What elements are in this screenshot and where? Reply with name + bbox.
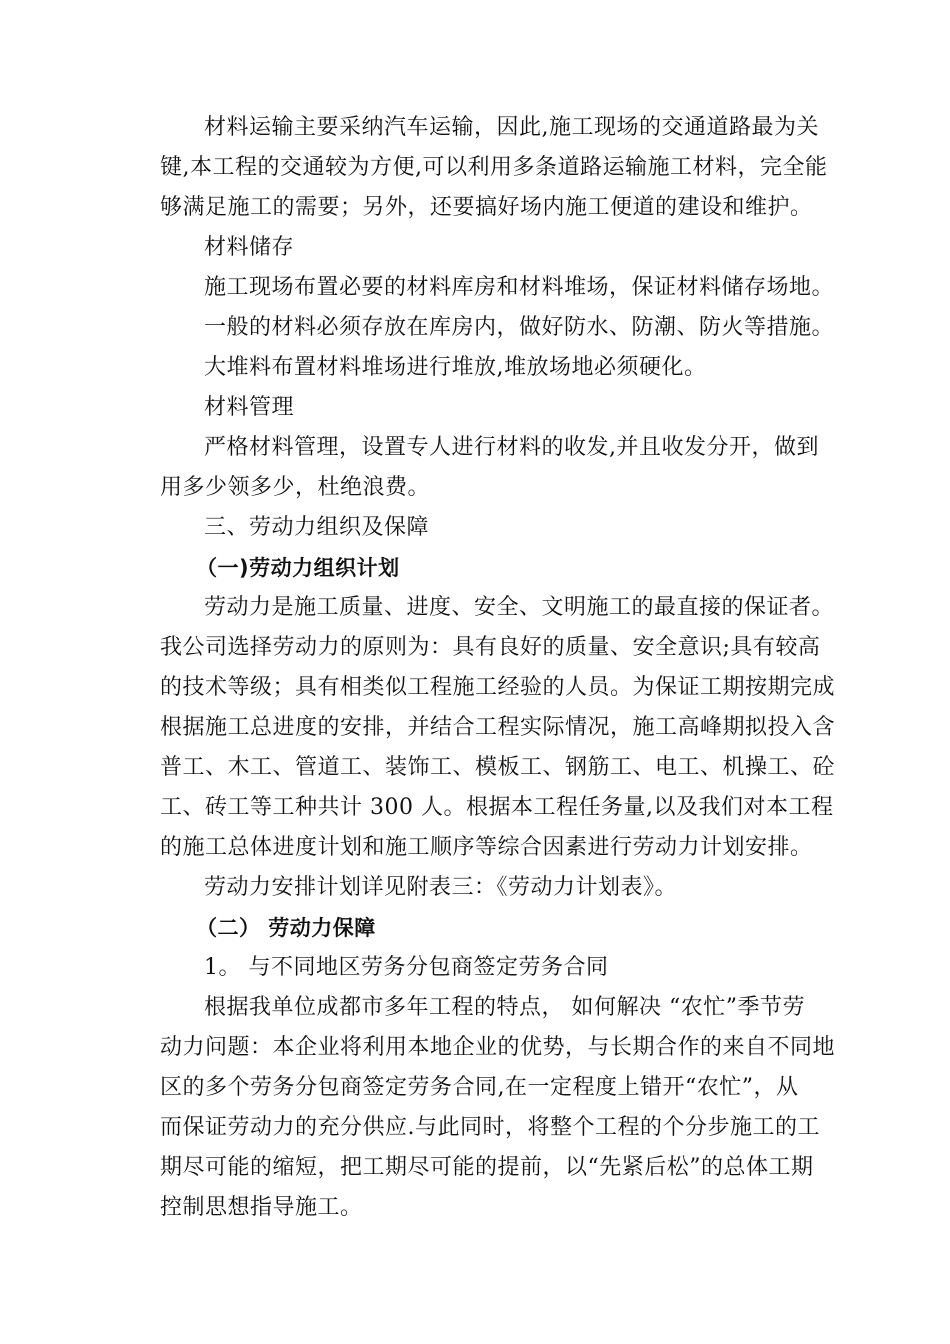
heading-material-storage: 材料储存: [204, 235, 295, 260]
management-line: 严格材料管理，设置专人进行材料的收发,并且收发分开，做到: [204, 435, 819, 460]
paragraph-line: 够满足施工的需要；另外，还要搞好场内施工便道的建设和维护。: [160, 195, 813, 220]
paragraph-line: 材料运输主要采纳汽车运输，因此,施工现场的交通道路最为关: [204, 115, 819, 140]
paragraph-line: 键,本工程的交通较为方便,可以利用多条道路运输施工材料，完全能: [160, 155, 828, 180]
heading-material-management: 材料管理: [204, 395, 295, 420]
labor-line: 根据施工总进度的安排，并结合工程实际情况，施工高峰期拟投入含: [160, 715, 836, 740]
storage-line: 施工现场布置必要的材料库房和材料堆场，保证材料储存场地。: [204, 275, 835, 300]
guarantee-line: 区的多个劳务分包商签定劳务合同,在一定程度上错开“农忙”，从: [160, 1075, 799, 1100]
subsection-two-title: （二） 劳动力保障: [196, 916, 376, 940]
guarantee-line: 动力问题：本企业将利用本地企业的优势，与长期合作的来自不同地: [160, 1035, 836, 1060]
labor-line: 工、砖工等工种共计 300 人。根据本工程任务量,以及我们对本工程: [160, 795, 834, 820]
labor-line: 劳动力是施工质量、进度、安全、文明施工的最直接的保证者。: [204, 595, 835, 620]
guarantee-line: 控制思想指导施工。: [160, 1195, 363, 1220]
guarantee-line: 期尽可能的缩短，把工期尽可能的提前，以“先紧后松”的总体工期: [160, 1155, 814, 1180]
guarantee-line: 而保证劳动力的充分供应.与此同时，将整个工程的个分步施工的工: [160, 1115, 820, 1140]
storage-line: 大堆料布置材料堆场进行堆放,堆放场地必须硬化。: [204, 355, 707, 380]
labor-line: 普工、木工、管道工、装饰工、模板工、钢筋工、电工、机操工、砼: [160, 755, 836, 780]
labor-line: 的施工总体进度计划和施工顺序等综合因素进行劳动力计划安排。: [160, 835, 813, 860]
item-one-title: 1。 与不同地区劳务分包商签定劳务合同: [204, 955, 609, 980]
guarantee-line: 根据我单位成都市多年工程的特点， 如何解决 “农忙”季节劳: [204, 995, 805, 1020]
labor-line: 我公司选择劳动力的原则为：具有良好的质量、安全意识;具有较高: [160, 635, 821, 660]
section-three-title: 三、劳动力组织及保障: [204, 515, 430, 540]
management-line: 用多少领多少，杜绝浪费。: [160, 475, 431, 500]
labor-line: 的技术等级；具有相类似工程施工经验的人员。为保证工期按期完成: [160, 675, 836, 700]
subsection-one-title: （一)劳动力组织计划: [196, 556, 400, 580]
labor-plan-reference: 劳动力安排计划详见附表三：《劳动力计划表》。: [204, 875, 678, 900]
storage-line: 一般的材料必须存放在库房内，做好防水、防潮、防火等措施。: [204, 315, 835, 340]
